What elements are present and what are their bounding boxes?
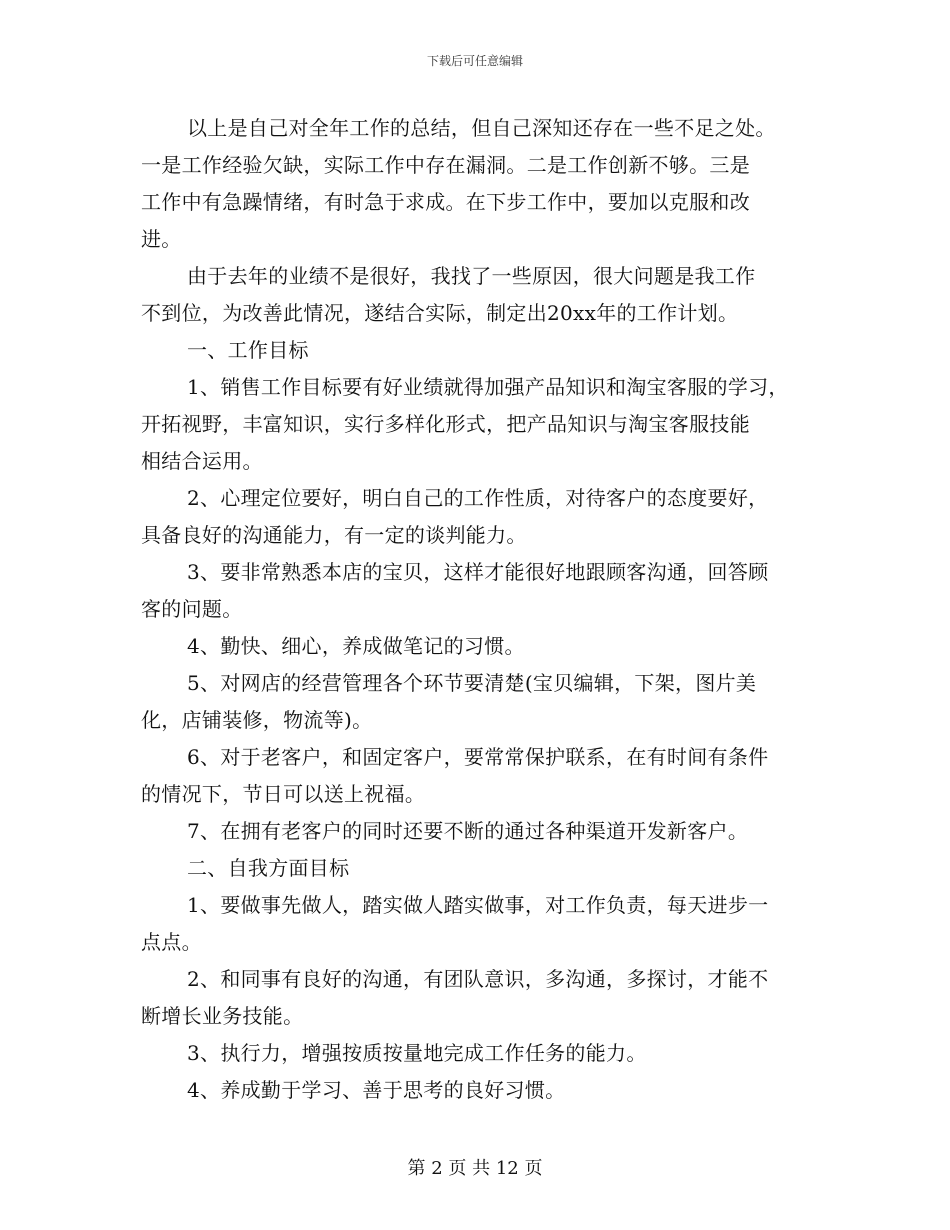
text-line: 一、工作目标 [187,338,309,362]
text-line: 工作中有急躁情绪，有时急于求成。在下步工作中，要加以克服和改 [141,190,750,214]
text-line: 3、执行力，增强按质按量地完成工作任务的能力。 [187,1041,647,1065]
text-line: 以上是自己对全年工作的总结，但自己深知还存在一些不足之处。 [187,116,776,140]
text-line: 点点。 [141,930,202,954]
text-line: 7、在拥有老客户的同时还要不断的通过各种渠道开发新客户。 [187,819,749,843]
text-line: 不到位，为改善此情况，遂结合实际，制定出20xx年的工作计划。 [141,301,739,325]
text-line: 一是工作经验欠缺，实际工作中存在漏洞。二是工作创新不够。三是 [141,153,750,177]
text-line: 1、要做事先做人，踏实做人踏实做事，对工作负责，每天进步一 [187,893,769,917]
text-line: 客的问题。 [141,597,243,621]
text-line: 开拓视野，丰富知识，实行多样化形式，把产品知识与淘宝客服技能 [141,412,750,436]
text-line: 1、销售工作目标要有好业绩就得加强产品知识和淘宝客服的学习， [187,375,789,399]
text-line: 4、勤快、细心，养成做笔记的习惯。 [187,634,525,658]
document-body [141,110,821,1109]
text-line: 3、要非常熟悉本店的宝贝，这样才能很好地跟顾客沟通，回答顾 [187,560,769,584]
text-line: 2、和同事有良好的沟通，有团队意识，多沟通，多探讨，才能不 [187,967,769,991]
text-line: 的情况下，节日可以送上祝福。 [141,782,426,806]
text-line: 6、对于老客户，和固定客户，要常常保护联系，在有时间有条件 [187,745,769,769]
text-line: 2、心理定位要好，明白自己的工作性质，对待客户的态度要好， [187,486,769,510]
page-header: 下载后可任意编辑 [426,54,523,68]
text-line: 相结合运用。 [141,449,263,473]
text-line: 由于去年的业绩不是很好，我找了一些原因，很大问题是我工作 [187,264,756,288]
text-line: 断增长业务技能。 [141,1004,304,1028]
text-line: 进。 [141,227,182,251]
text-line: 5、对网店的经营管理各个环节要清楚(宝贝编辑，下架，图片美 [187,671,757,695]
text-line: 二、自我方面目标 [187,856,350,880]
text-line: 具备良好的沟通能力，有一定的谈判能力。 [141,523,527,547]
text-line: 化，店铺装修，物流等)。 [141,708,373,732]
page-footer: 第 2 页 共 12 页 [407,1158,543,1179]
text-line: 4、养成勤于学习、善于思考的良好习惯。 [187,1078,566,1102]
